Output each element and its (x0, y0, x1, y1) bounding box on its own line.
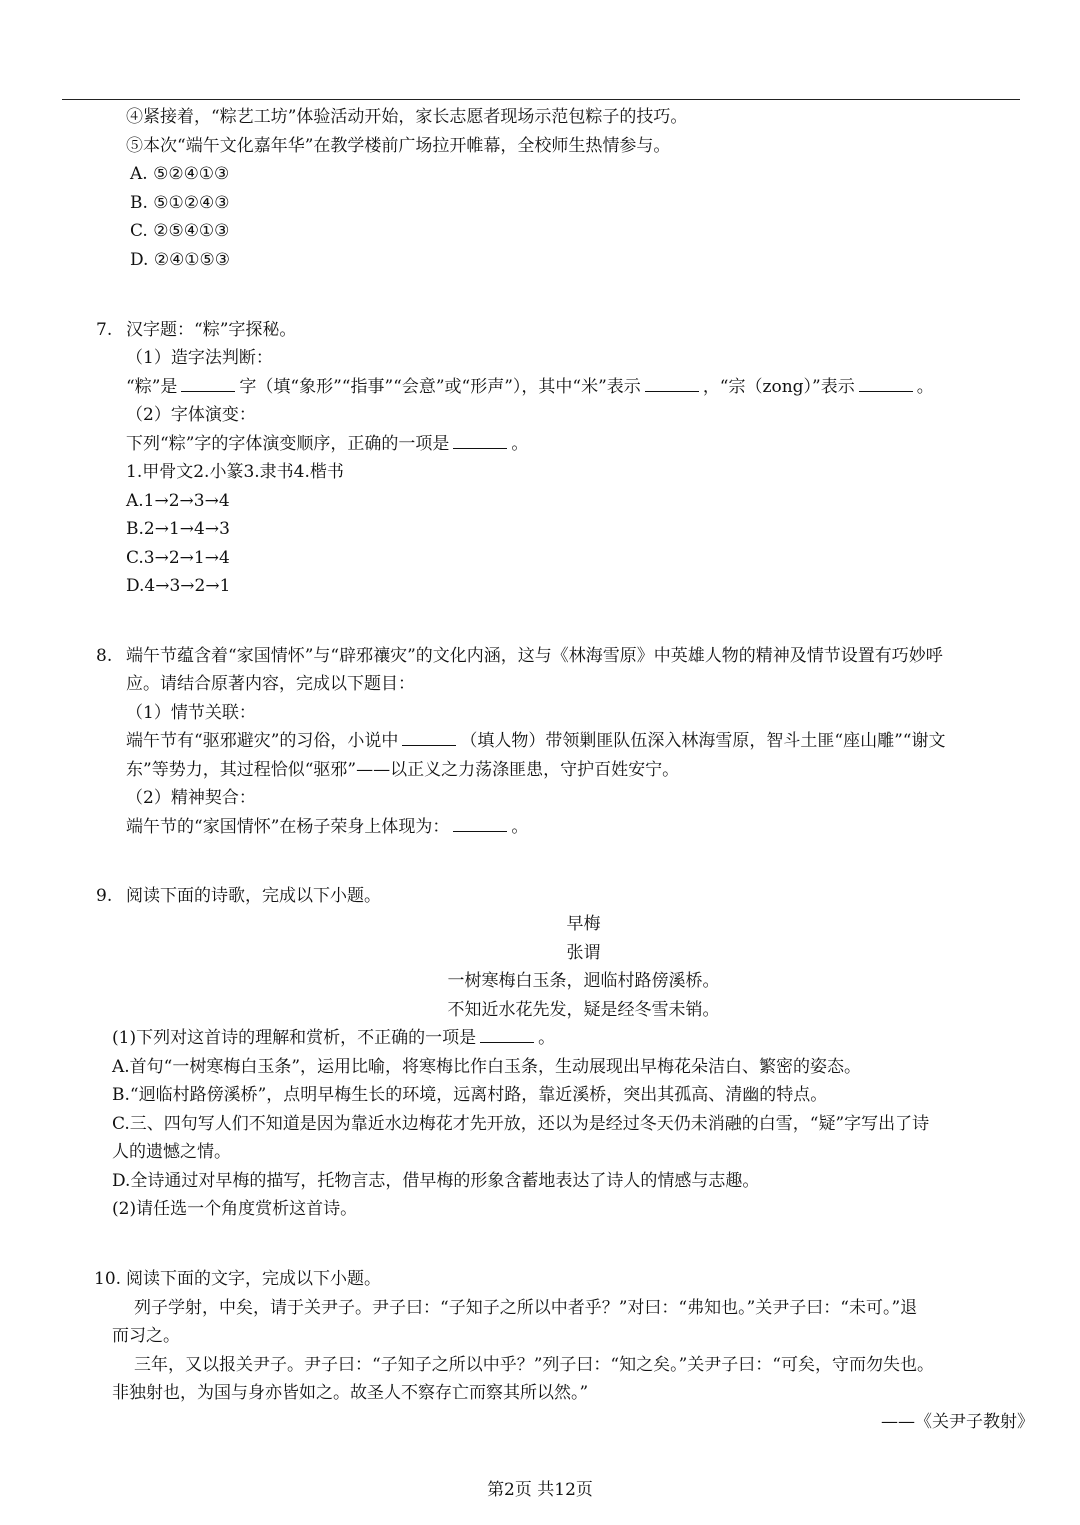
q8-stem-line1: 端午节蕴含着“家国情怀”与“辟邪禳灾”的文化内涵，这与《林海雪原》中英雄人物的精神及情节设置有巧妙呼 (126, 646, 943, 666)
q7-option-a: A.1→2→3→4 (126, 491, 230, 511)
q6-sentence-5: ⑤本次“端午文化嘉年华”在教学楼前广场拉开帷幕，全校师生热情参与。 (126, 136, 671, 156)
q10-para2-line2: 非独射也，为国与身亦皆如之。故圣人不察存亡而察其所以然。” (112, 1383, 589, 1403)
q10-stem: 阅读下面的文字，完成以下小题。 (126, 1269, 381, 1289)
q7-part2-text-b: 。 (511, 434, 529, 454)
answer-blank[interactable] (402, 729, 456, 746)
q7-option-d: D.4→3→2→1 (126, 576, 231, 596)
q6-option-a: A. ⑤②④①③ (130, 164, 230, 184)
q7-option-c: C.3→2→1→4 (126, 548, 230, 568)
q10-para2-line1: 三年，又以报关尹子。尹子曰：“子知子之所以中乎？”列子曰：“知之矣。”关尹子曰：“可矣，守而勿失也。 (134, 1355, 934, 1375)
q8-part2-text-a: 端午节的“家国情怀”在杨子荣身上体现为： (126, 817, 450, 837)
q9-option-c-line2: 人的遗憾之情。 (112, 1142, 231, 1162)
q7-part1-title: （1）造字法判断： (126, 348, 273, 368)
q7-number: 7. (96, 320, 113, 340)
q9-option-c-line1: C.三、四句写人们不知道是因为靠近水边梅花才先开放，还以为是经过冬天仍未消融的白雪，“疑”字写出了诗 (112, 1114, 930, 1134)
q8-part1-line1 (126, 729, 945, 753)
poem-line1: 一树寒梅白玉条，迥临村路傍溪桥。 (447, 971, 720, 991)
q8-part2-question (126, 815, 528, 839)
q7-part2-text-a: 下列“粽”字的字体演变顺序，正确的一项是 (126, 434, 450, 454)
q7-part1-text-d: 。 (916, 377, 934, 397)
q7-list: 1.甲骨文2.小篆3.隶书4.楷书 (126, 462, 344, 482)
q9-sub1 (112, 1026, 555, 1050)
answer-blank[interactable] (181, 375, 235, 392)
q9-sub1-text-a: (1)下列对这首诗的理解和赏析，不正确的一项是 (112, 1028, 477, 1048)
q10-source: ——《关尹子教射》 (881, 1412, 1034, 1432)
answer-blank[interactable] (859, 375, 913, 392)
q9-sub2: (2)请任选一个角度赏析这首诗。 (112, 1199, 358, 1219)
q10-number: 10. (94, 1269, 122, 1289)
q7-part2-title: （2）字体演变： (126, 405, 256, 425)
q7-part2-question (126, 432, 528, 456)
q9-option-b: B.“迥临村路傍溪桥”，点明早梅生长的环境，远离村路，靠近溪桥，突出其孤高、清幽的特点。 (112, 1085, 828, 1105)
q9-sub1-text-b: 。 (538, 1028, 556, 1048)
q6-sentence-4: ④紧接着，“粽艺工坊”体验活动开始，家长志愿者现场示范包粽子的技巧。 (126, 107, 688, 127)
poem-author: 张谓 (566, 943, 601, 963)
q7-part1-text-a: “粽”是 (126, 377, 178, 397)
q10-para1-line1: 列子学射，中矣，请于关尹子。尹子曰：“子知子之所以中者乎？”对曰：“弗知也。”关尹子曰：“未可。”退 (134, 1298, 918, 1318)
poem-line2: 不知近水花先发，疑是经冬雪未销。 (447, 1000, 720, 1020)
q7-part1-text-b: 字（填“象形”“指事”“会意”或“形声”），其中“米”表示 (239, 377, 641, 397)
answer-blank[interactable] (645, 375, 699, 392)
q8-part2-text-b: 。 (511, 817, 529, 837)
answer-blank[interactable] (453, 432, 507, 449)
q8-stem-line2: 应。请结合原著内容，完成以下题目： (126, 674, 415, 694)
q8-part1-text-a: 端午节有“驱邪避灾”的习俗，小说中 (126, 731, 399, 751)
q9-number: 9. (96, 886, 113, 906)
q8-part1-text-b: （填人物）带领剿匪队伍深入林海雪原，智斗土匪“座山雕”“谢文 (460, 731, 946, 751)
q7-part1-question (126, 375, 934, 399)
q9-stem: 阅读下面的诗歌，完成以下小题。 (126, 886, 381, 906)
answer-blank[interactable] (453, 815, 507, 832)
page-footer: 第2页 共12页 (487, 1480, 593, 1500)
q8-part2-title: （2）精神契合： (126, 788, 256, 808)
q9-option-a: A.首句“一树寒梅白玉条”，运用比喻，将寒梅比作白玉条，生动展现出早梅花朵洁白、繁密的姿态。 (112, 1057, 862, 1077)
q8-part1-line2: 东”等势力，其过程恰似“驱邪”——以正义之力荡涤匪患，守护百姓安宁。 (126, 760, 680, 780)
q6-option-b: B. ⑤①②④③ (130, 193, 230, 213)
poem-title: 早梅 (566, 914, 601, 934)
q8-number: 8. (96, 646, 113, 666)
q7-part1-text-c: ，“宗（zong）”表示 (702, 377, 855, 397)
q6-option-c: C. ②⑤④①③ (130, 221, 230, 241)
answer-blank[interactable] (480, 1026, 534, 1043)
q9-option-d: D.全诗通过对早梅的描写，托物言志，借早梅的形象含蓄地表达了诗人的情感与志趣。 (112, 1171, 760, 1191)
q7-stem: 汉字题：“粽”字探秘。 (126, 320, 297, 340)
q6-option-d: D. ②④①⑤③ (130, 250, 231, 270)
q8-part1-title: （1）情节关联： (126, 703, 256, 723)
q7-option-b: B.2→1→4→3 (126, 519, 230, 539)
q10-para1-line2: 而习之。 (112, 1326, 180, 1346)
header-rule (62, 99, 1020, 100)
